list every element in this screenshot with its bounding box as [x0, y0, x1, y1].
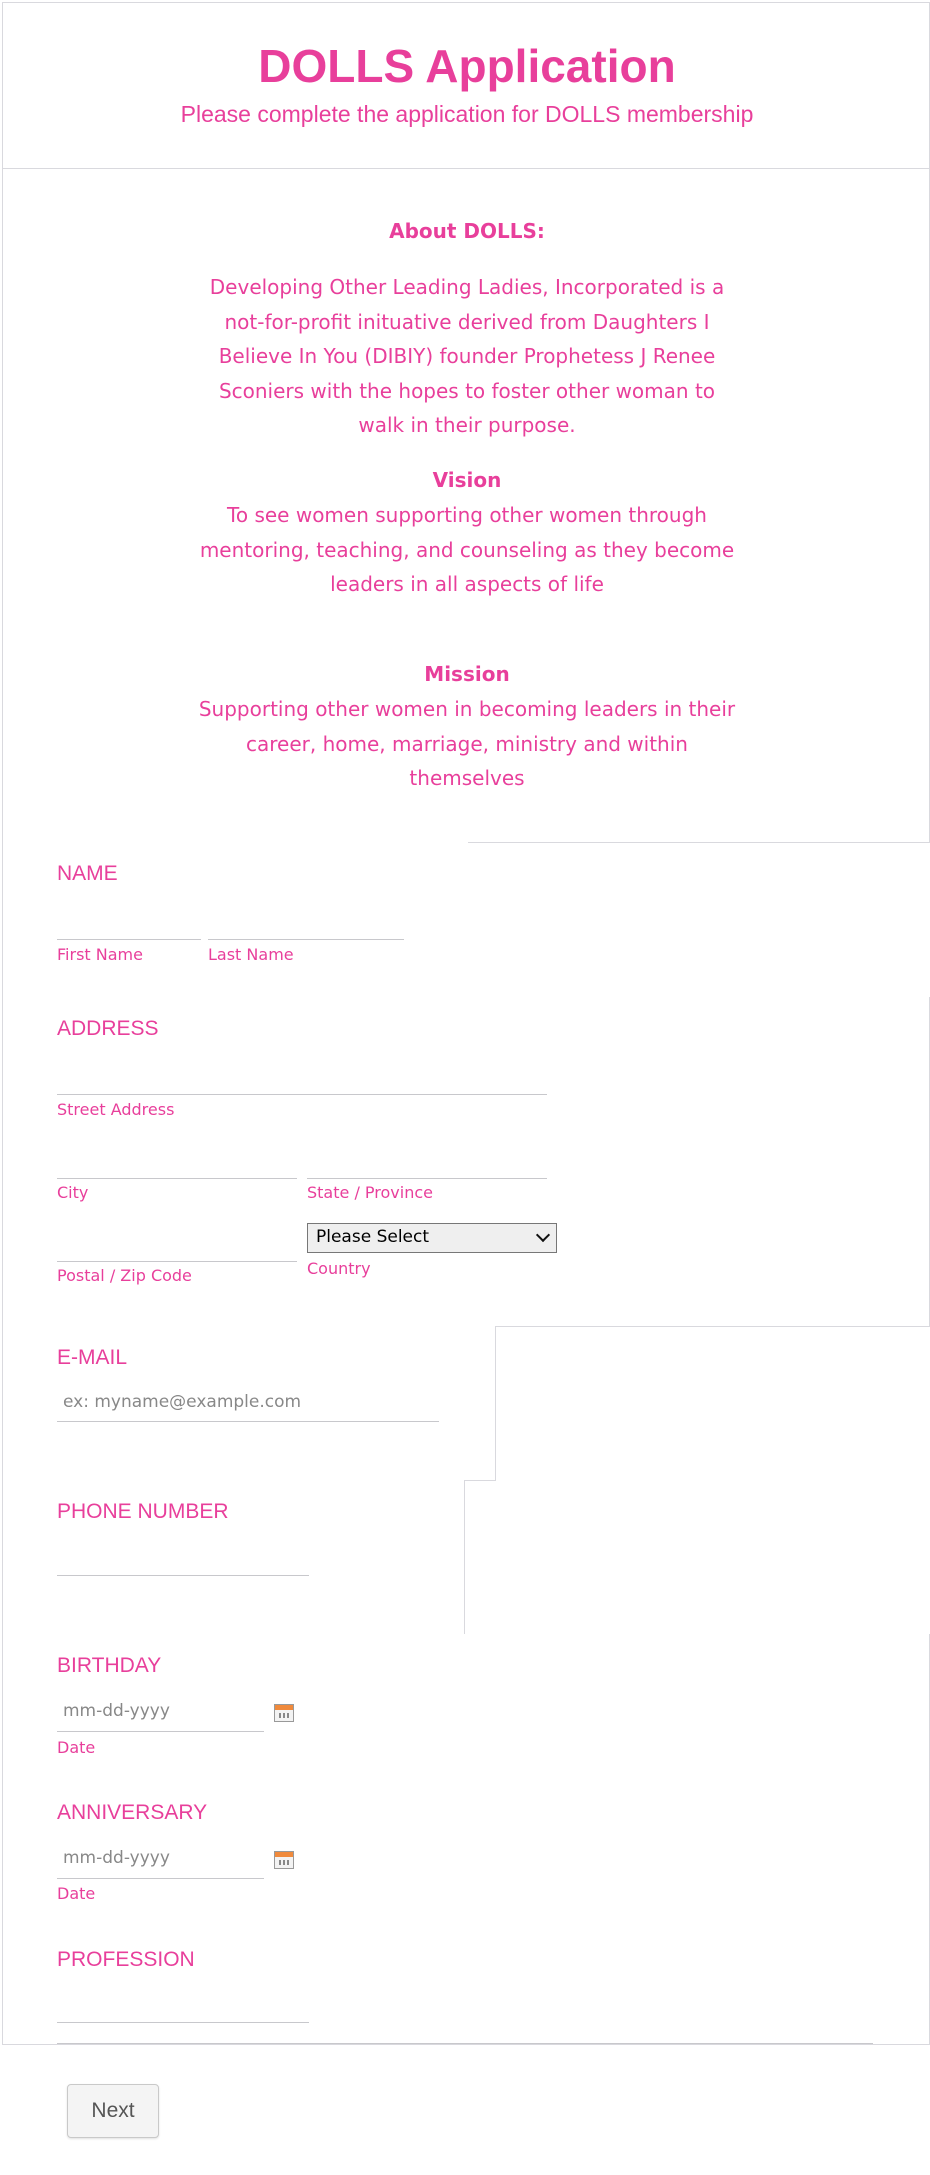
birthday-input[interactable]: [57, 1731, 264, 1732]
about-section: [2, 168, 930, 843]
calendar-icon[interactable]: [274, 1851, 294, 1869]
form-header: [2, 2, 930, 169]
profession-section: [2, 1928, 930, 2045]
vision-line: leaders in all aspects of life: [330, 572, 604, 596]
first-name-input[interactable]: [57, 939, 201, 940]
zip-input[interactable]: [57, 1261, 297, 1262]
state-sublabel: State / Province: [307, 1183, 433, 1202]
country-select-value: Please Select: [316, 1227, 430, 1247]
mission-line: Supporting other women in becoming leaders in their: [198, 697, 736, 721]
mission-heading: Mission: [424, 662, 510, 686]
last-name-input[interactable]: [208, 939, 404, 940]
vision-line: To see women supporting other women through: [227, 503, 707, 527]
phone-input[interactable]: [57, 1575, 309, 1576]
form-subtitle: Please complete the application for DOLLS membership: [180, 101, 754, 127]
next-button[interactable]: Next: [67, 2084, 159, 2138]
anniversary-placeholder: mm-dd-yyyy: [63, 1848, 170, 1868]
profession-label: PROFESSION: [57, 1948, 195, 1971]
email-label: E-MAIL: [57, 1346, 128, 1369]
zip-sublabel: Postal / Zip Code: [57, 1266, 192, 1285]
first-name-sublabel: First Name: [57, 945, 143, 964]
form-title: DOLLS Application: [258, 40, 676, 92]
anniversary-label: ANNIVERSARY: [57, 1801, 208, 1824]
mission-line: themselves: [409, 766, 525, 790]
country-select[interactable]: [307, 1223, 557, 1253]
phone-label: PHONE NUMBER: [57, 1500, 229, 1523]
street-address-input[interactable]: [57, 1094, 547, 1095]
about-paragraph: [208, 270, 726, 443]
birthday-label: BIRTHDAY: [57, 1654, 162, 1677]
city-input[interactable]: [57, 1178, 297, 1179]
vision-paragraph: [198, 498, 736, 602]
vision-line: mentoring, teaching, and counseling as they become: [199, 537, 735, 562]
street-address-sublabel: Street Address: [57, 1100, 175, 1119]
country-sublabel: Country: [307, 1259, 371, 1278]
email-input[interactable]: [57, 1421, 439, 1422]
about-line: Sconiers with the hopes to foster other woman to: [218, 378, 716, 403]
about-line: Developing Other Leading Ladies, Incorporated is a: [209, 275, 725, 299]
anniversary-input[interactable]: [57, 1878, 264, 1879]
birthday-placeholder: mm-dd-yyyy: [63, 1701, 170, 1721]
calendar-icon[interactable]: [274, 1704, 294, 1722]
about-line: walk in their purpose.: [358, 413, 576, 437]
about-line: Believe In You (DIBIY) founder Prophetess J Renee: [218, 344, 716, 368]
city-sublabel: City: [57, 1183, 89, 1202]
profession-input[interactable]: [57, 2022, 309, 2023]
last-name-sublabel: Last Name: [208, 945, 294, 964]
state-input[interactable]: [307, 1178, 547, 1179]
mission-line: career, home, marriage, ministry and within: [246, 731, 688, 756]
mission-paragraph: [198, 692, 736, 796]
vision-heading: Vision: [432, 468, 502, 492]
chevron-down-icon: [536, 1228, 550, 1242]
name-label: NAME: [57, 862, 118, 885]
address-label: ADDRESS: [57, 1017, 159, 1040]
about-line: not-for-profit inituative derived from Daughters I: [224, 309, 710, 334]
about-heading: About DOLLS:: [389, 219, 545, 243]
email-placeholder: ex: myname@example.com: [63, 1392, 302, 1412]
birthday-sublabel: Date: [57, 1738, 96, 1757]
form-end-divider: [57, 2043, 873, 2044]
anniversary-sublabel: Date: [57, 1884, 96, 1903]
